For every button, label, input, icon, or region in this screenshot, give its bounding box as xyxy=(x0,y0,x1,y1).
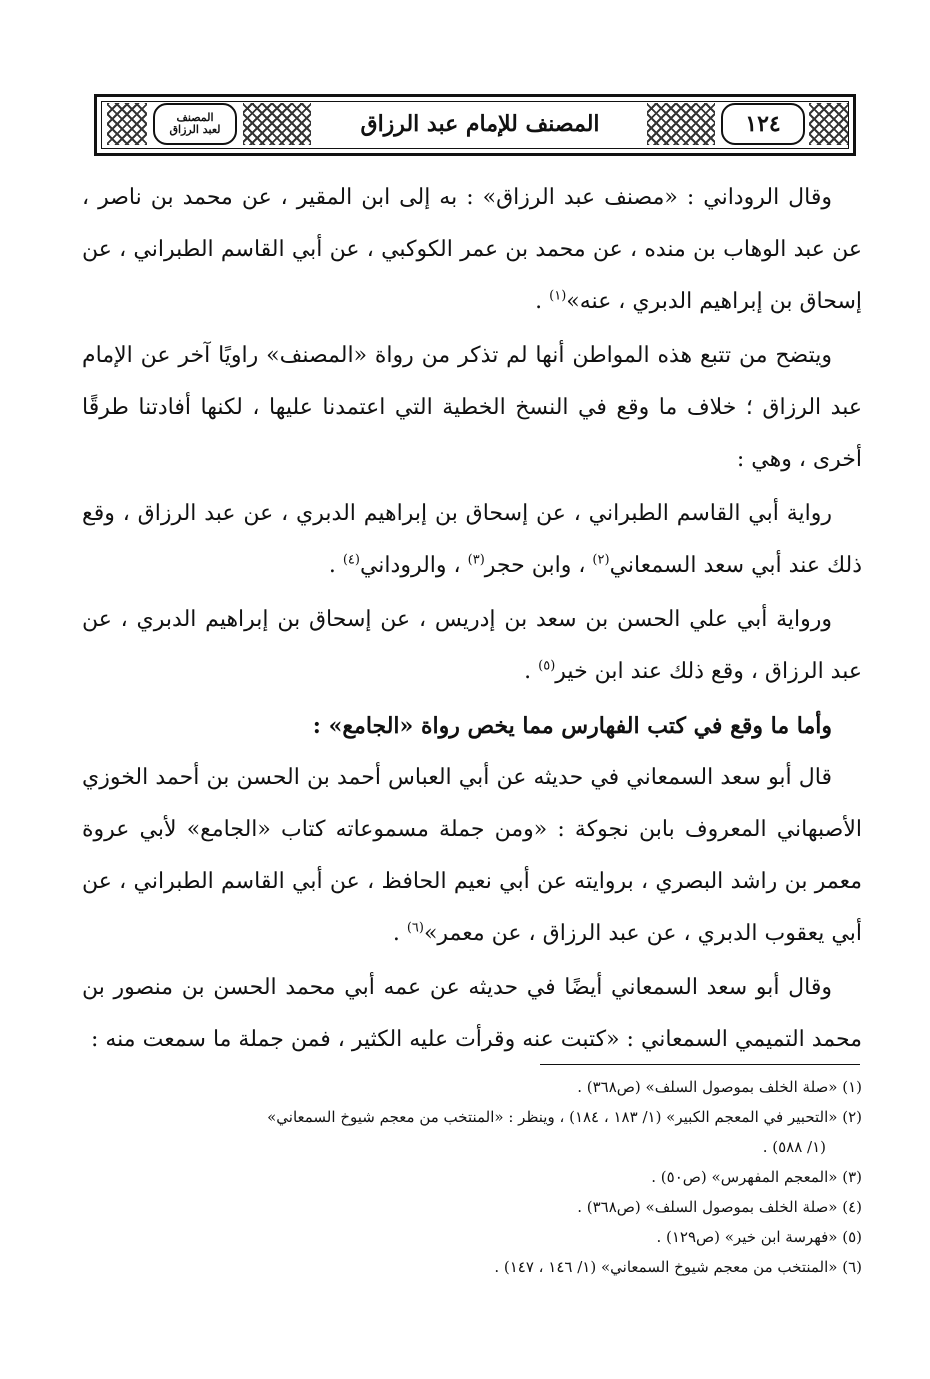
seal-line-2: لعبد الرزاق xyxy=(169,123,221,136)
footnotes xyxy=(82,1072,862,1282)
seal-cartouche xyxy=(153,103,237,145)
footnote-ref-6: (٦) xyxy=(406,920,424,936)
paragraph-4 xyxy=(82,594,862,698)
paragraph-6-text: قال أبو سعد السمعاني في حديثه عن أبي العباس أحمد بن الحسن بن أحمد الخوزي الأصبهاني المعروف بابن نجوكة : «ومن جملة مسموعاته كتاب «الجامع» لأبي عروة معمر بن راشد البصري ، بروايته عن أبي نعيم الحافظ ، عن أبي القاسم الطبراني ، عن أبي يعقوب الدبري ، عن عبد الرزاق ، عن معمر» xyxy=(82,765,862,946)
footnote-ref-4: (٤) xyxy=(342,552,360,568)
page-title: المصنف للإمام عبد الرزاق xyxy=(360,111,600,137)
page-number-cartouche xyxy=(721,103,805,145)
footnote-4: (٤) «صلة الخلف بموصول السلف» (ص٣٦٨) . xyxy=(577,1198,862,1216)
footnote-6: (٦) «المنتخب من معجم شيوخ السمعاني» (١/ ١٤٦ ، ١٤٧) . xyxy=(494,1258,862,1276)
page-number: ١٢٤ xyxy=(745,111,781,137)
paragraph-1-text: وقال الروداني : «مصنف عبد الرزاق» : به إلى ابن المقير ، عن محمد بن ناصر ، عن عبد الوهاب بن منده ، عن محمد بن عمر الكوكبي ، عن أبي القاسم الطبراني ، عن إسحاق بن إبراهيم الدبري ، عنه» xyxy=(82,185,862,314)
seal-line-1: المصنف xyxy=(176,111,214,124)
paragraph-3-mid-2: ، والروداني xyxy=(359,553,468,578)
footnote-ref-5: (٥) xyxy=(538,658,556,674)
paragraph-6 xyxy=(82,752,862,960)
footnote-5: (٥) «فهرسة ابن خير» (ص١٢٩) . xyxy=(656,1228,862,1246)
running-header xyxy=(94,94,856,156)
footnote-2-continued: (١/ ٥٨٨) . xyxy=(762,1138,826,1156)
paragraph-1-end: . xyxy=(535,289,550,314)
paragraph-6-end: . xyxy=(392,921,407,946)
footnote-2: (٢) «التحبير في المعجم الكبير» (١/ ١٨٣ ، ١٨٤) ، وينظر : «المنتخب من معجم شيوخ السمعاني» xyxy=(267,1108,862,1126)
ornament-center-right-icon xyxy=(647,103,715,145)
ornament-center-left-icon xyxy=(243,103,311,145)
seal-text xyxy=(170,112,221,136)
main-text xyxy=(82,172,862,1068)
ornament-left-icon xyxy=(107,103,147,145)
footnote-1: (١) «صلة الخلف بموصول السلف» (ص٣٦٨) . xyxy=(577,1078,862,1096)
paragraph-2: ويتضح من تتبع هذه المواطن أنها لم تذكر من رواة «المصنف» راويًا آخر عن الإمام عبد الرزاق ؛ خلاف ما وقع في النسخ الخطية التي اعتمدنا عليها ، لكنها أفادتنا طرقًا أخرى ، وهي : xyxy=(82,343,862,472)
ornament-right-icon xyxy=(809,103,849,145)
paragraph-3-text: رواية أبي القاسم الطبراني ، عن إسحاق بن إبراهيم الدبري ، عن عبد الرزاق ، وقع ذلك عند أبي سعد السمعاني xyxy=(82,501,862,578)
footnote-3: (٣) «المعجم المفهرس» (ص٥٠) . xyxy=(651,1168,862,1186)
paragraph-4-end: . xyxy=(524,659,539,684)
paragraph-1 xyxy=(82,172,862,328)
footnote-ref-3: (٣) xyxy=(467,552,485,568)
paragraph-3-mid-1: ، وابن حجر xyxy=(484,553,593,578)
section-heading: وأما ما وقع في كتب الفهارس مما يخص رواة «الجامع» : xyxy=(312,713,832,739)
paragraph-3-end: . xyxy=(328,553,343,578)
footnote-ref-2: (٢) xyxy=(592,552,610,568)
paragraph-7: وقال أبو سعد السمعاني أيضًا في حديثه عن عمه أبي محمد الحسن بن منصور بن محمد التميمي السمعاني : «كتبت عنه وقرأت عليه الكثير ، فمن جملة ما سمعت منه : xyxy=(82,975,862,1052)
footnote-separator xyxy=(540,1064,860,1065)
paragraph-4-text: ورواية أبي علي الحسن بن سعد بن إدريس ، عن إسحاق بن إبراهيم الدبري ، عن عبد الرزاق ، وقع ذلك عند ابن خير xyxy=(82,607,862,684)
footnote-ref-1: (١) xyxy=(549,288,567,304)
paragraph-3 xyxy=(82,488,862,592)
